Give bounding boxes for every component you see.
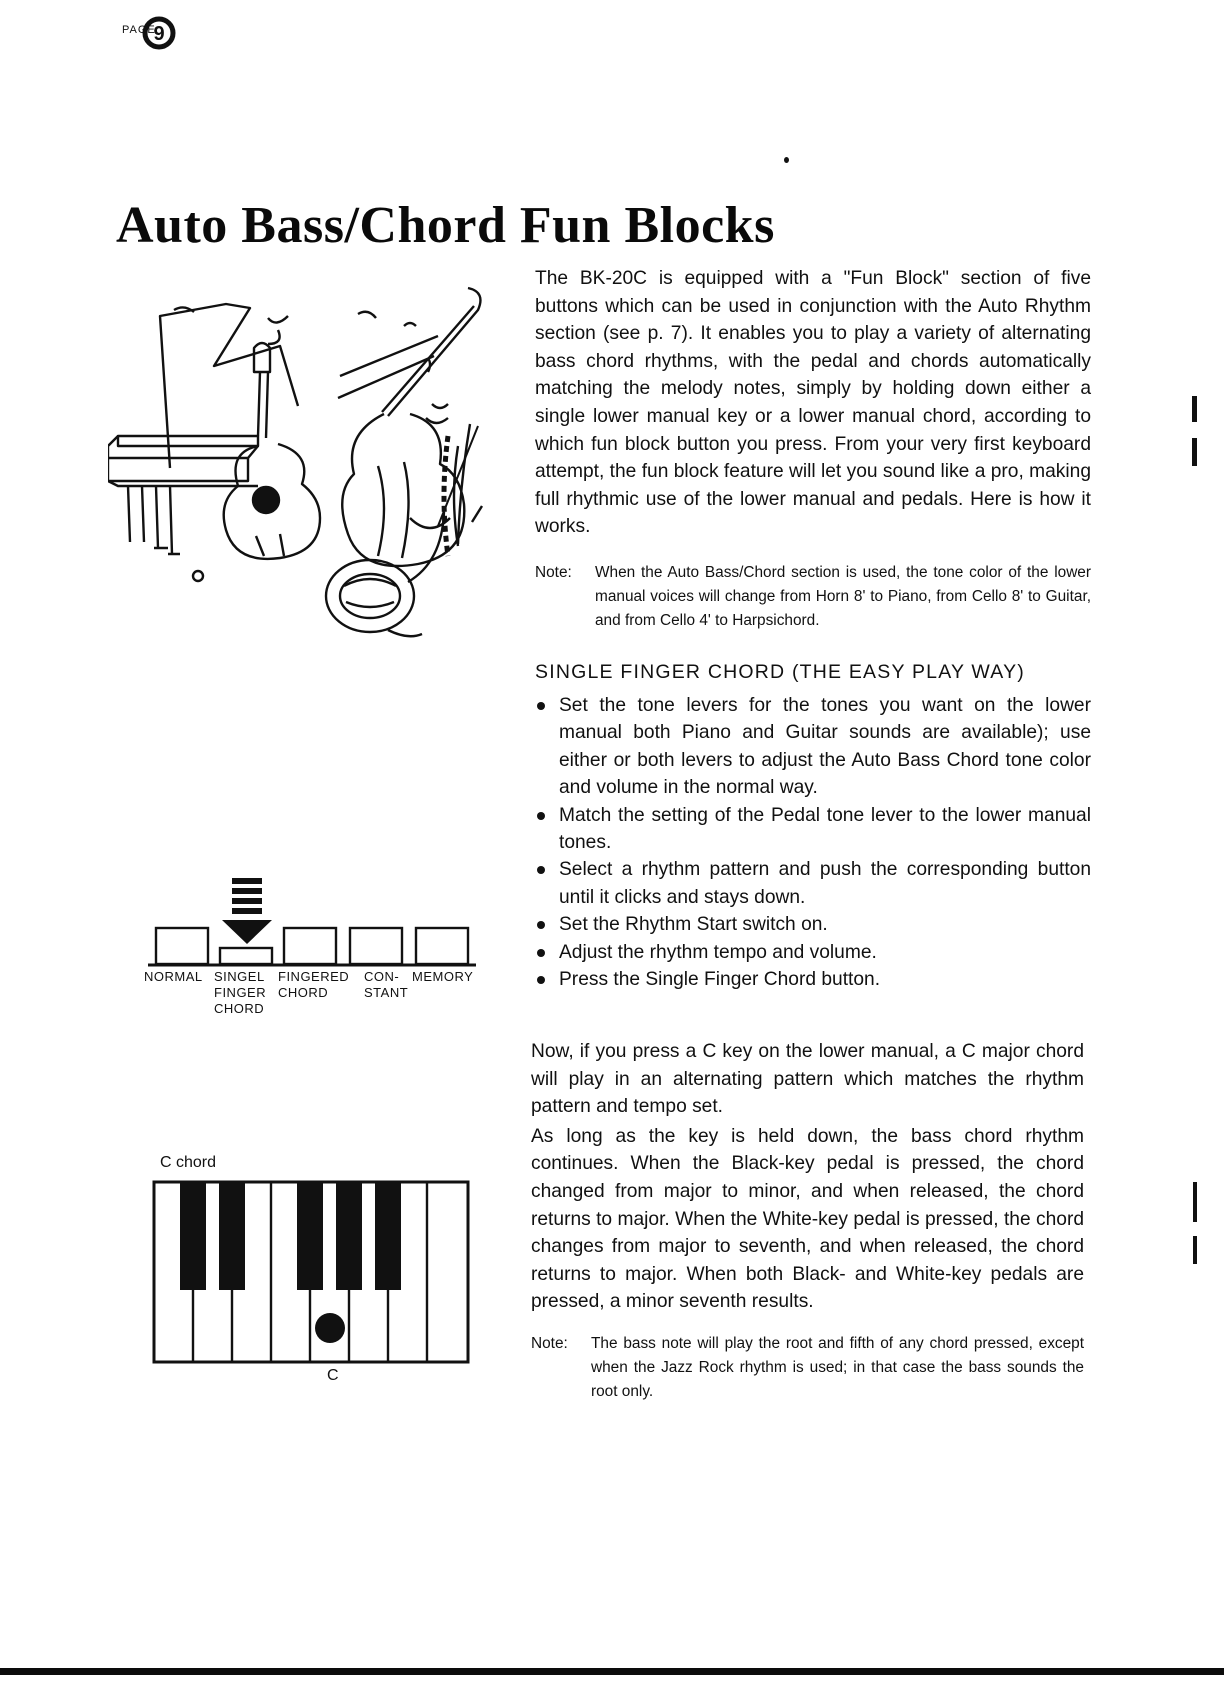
note-text: When the Auto Bass/Chord section is used, the tone color of the lower manual voices will change from Horn 8' to Piano, from Cello 8' to Guitar, and from Cello 4' to Harpsichord. (595, 563, 1091, 629)
bullet-icon (537, 702, 545, 710)
keyboard-chord-label: C chord (160, 1154, 217, 1171)
scan-mark (1193, 1236, 1197, 1264)
bullet-icon (537, 866, 545, 874)
fun-block-label-fingered: FINGERED CHORD (278, 969, 350, 1000)
list-item: Set the Rhythm Start switch on. (535, 911, 1091, 938)
scan-speck (784, 157, 789, 163)
page-number: 9 (153, 23, 165, 45)
note-label: Note: (535, 563, 572, 581)
fun-block-label-normal: NORMAL (144, 969, 203, 984)
keyboard-diagram (152, 1180, 472, 1366)
fun-block-button-fingered-chord (284, 928, 336, 964)
c-key-paragraph: Now, if you press a C key on the lower manual, a C major chord will play in an alternating pattern which matches the rhythm pattern and tempo set. (531, 1041, 1084, 1118)
section-heading: SINGLE FINGER CHORD (THE EASY PLAY WAY) (535, 660, 1025, 683)
list-item: Press the Single Finger Chord button. (535, 966, 1091, 993)
fun-block-label-single-finger: SINGEL FINGER CHORD (214, 969, 267, 1016)
scan-mark (1192, 438, 1197, 466)
bullet-icon (537, 949, 545, 957)
fun-block-button-normal (156, 928, 208, 964)
note-bass (531, 1332, 1084, 1404)
list-item: Set the tone levers for the tones you want on the lower manual both Piano and Guitar sounds are available); use either or both levers to adjust the Auto Bass Chord tone color and volume in the normal way. (535, 692, 1091, 802)
fun-block-label-memory: MEMORY (412, 969, 474, 984)
main-text-column (535, 265, 1091, 993)
page-number-circle (142, 14, 176, 52)
pedal-paragraph: As long as the key is held down, the bass chord rhythm continues. When the Black-key pedal is pressed, the chord changed from major to minor, and when released, the chord returns to major. When the White-key pedal is pressed, the chord changes from major to seventh, and when released, the chord returns to major. When both Black- and White-key pedals are pressed, a minor seventh results. (531, 1125, 1084, 1313)
pressed-key-dot (315, 1313, 345, 1343)
note-tone-color (535, 561, 1091, 633)
list-item: Match the setting of the Pedal tone lever to the lower manual tones. (535, 802, 1091, 857)
page-number-marker (118, 14, 178, 60)
bullet-icon (537, 812, 545, 820)
scan-mark (1193, 1182, 1197, 1222)
note-label: Note: (531, 1334, 568, 1352)
steps-list (535, 692, 1091, 993)
bullet-icon (537, 976, 545, 984)
keyboard-key-label: C (327, 1367, 339, 1384)
bottom-rule (0, 1668, 1224, 1675)
note-text: The bass note will play the root and fifth of any chord pressed, except when the Jazz Rock rhythm is used; in that case the bass sounds the root only. (591, 1334, 1084, 1400)
fun-block-label-constant: CON- STANT (364, 969, 409, 1000)
press-arrow-icon (222, 878, 272, 944)
list-item: Select a rhythm pattern and push the corresponding button until it clicks and stays down. (535, 856, 1091, 911)
intro-paragraph: The BK-20C is equipped with a "Fun Block" section of five buttons which can be used in conjunction with the Auto Rhythm section (see p. 7). It enables you to play a variety of alternating bass chord rhythms, with the pedal and chords automatically matching the melody notes, simply by holding down either a single lower manual key or a lower manual chord, according to which fun block button you press. From your very first keyboard attempt, the fun block feature will let you sound like a pro, making full rhythmic use of the lower manual and pedals. Here is how it works. (535, 268, 1091, 538)
fun-block-buttons-diagram (140, 876, 480, 970)
bullet-icon (537, 921, 545, 929)
scan-mark (1192, 396, 1197, 422)
page-marker-label: PAGE (122, 24, 156, 36)
list-item: Adjust the rhythm tempo and volume. (535, 939, 1091, 966)
fun-block-button-constant (350, 928, 402, 964)
page-title: Auto Bass/Chord Fun Blocks (116, 197, 775, 254)
instruments-illustration (108, 286, 518, 666)
fun-block-button-memory (416, 928, 468, 964)
lower-text-column (531, 1038, 1084, 1404)
fun-block-button-single-finger-chord (220, 948, 272, 964)
